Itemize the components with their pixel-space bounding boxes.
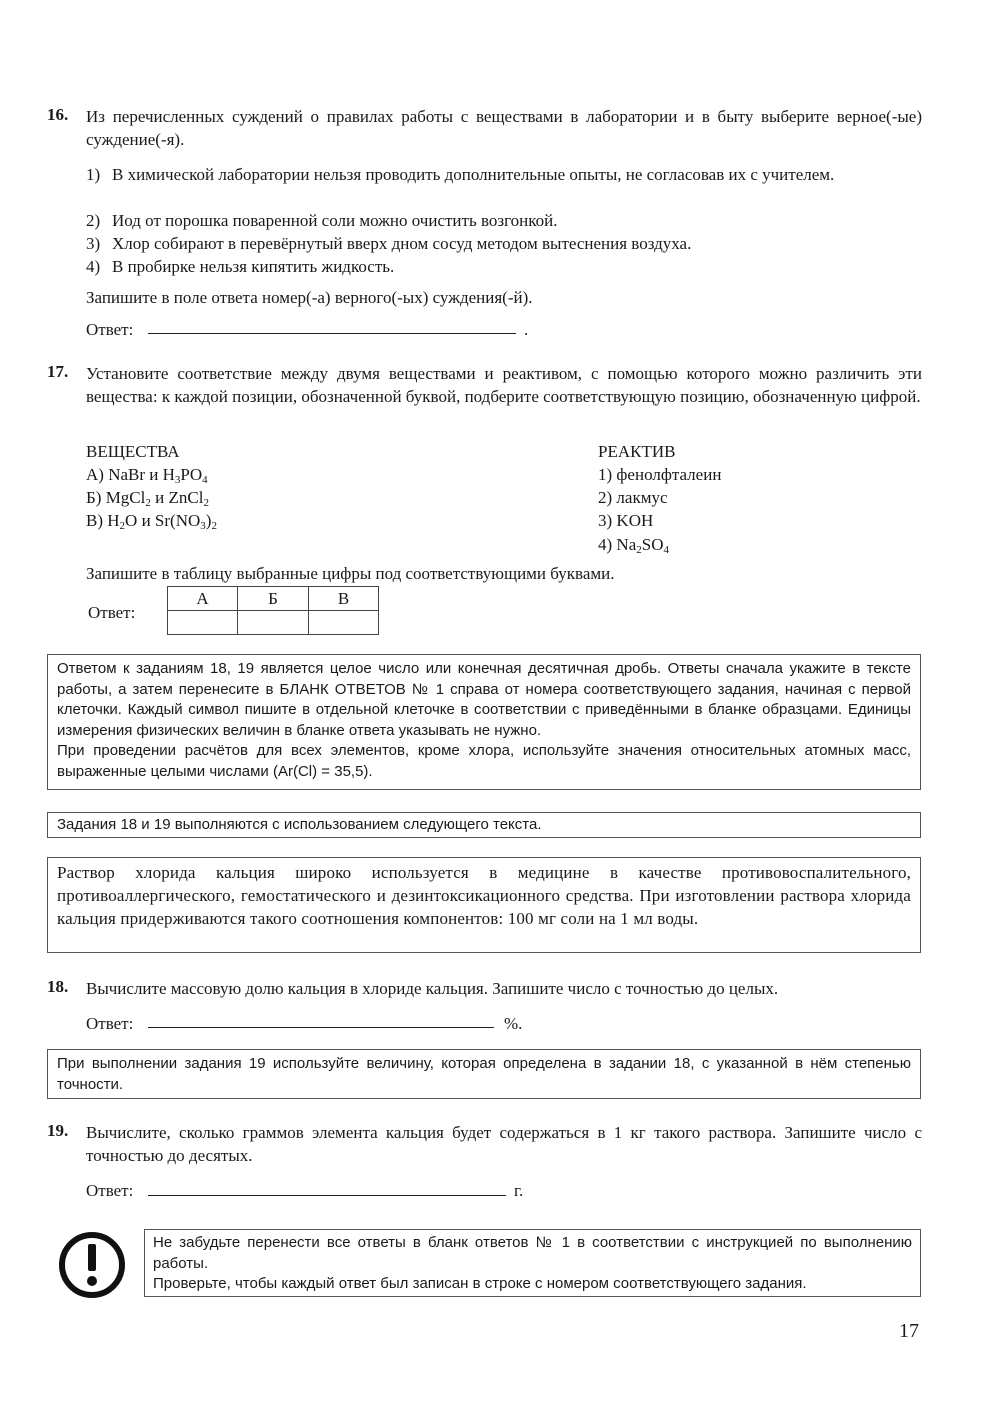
reminder-line: Проверьте, чтобы каждый ответ был записан в строке с номером соответствующего задания. [153, 1275, 807, 1292]
substance-letter: В) [86, 511, 103, 530]
option-number: 2) [86, 211, 101, 230]
source-text: Раствор хлорида кальция широко используется в медицине в качестве противовоспалительного, противоаллергического, гемостатического и дезинтоксикационного средства. При изготовлении раствора хлорида кальция придерживаются такого соотношения компонентов: 100 мг соли на 1 мл воды. [57, 863, 911, 928]
formula: NaBr [108, 465, 146, 484]
info-box [47, 812, 921, 838]
info-paragraph: Задания 18 и 19 выполняются с использованием следующего текста. [57, 816, 542, 833]
option-number: 3) [86, 234, 101, 253]
answer-label: Ответ: [88, 603, 136, 622]
formula: $H_3PO_4$ [162, 465, 208, 486]
formula: $Na_2SO_4$ [616, 535, 669, 556]
answer-label: Ответ: [86, 1181, 134, 1200]
question-number: 17. [47, 362, 69, 381]
reagent-text: KOH [616, 511, 654, 530]
page-number: 17 [899, 1320, 919, 1342]
substances-header: ВЕЩЕСТВА [86, 442, 180, 461]
answer-field[interactable] [148, 333, 516, 334]
answer-cell-b[interactable] [237, 610, 309, 635]
answer-suffix: г. [514, 1181, 524, 1200]
reagents-header: РЕАКТИВ [598, 442, 676, 461]
table-header-cell: Б [237, 586, 309, 611]
reagent-text: лакмус [616, 488, 668, 507]
option-text: В химической лаборатории нельзя проводить дополнительные опыты, не согласовав их с учителем. [112, 165, 835, 184]
answer-suffix: . [524, 320, 529, 339]
reminder-box [144, 1229, 921, 1297]
option-number: 4) [86, 257, 101, 276]
substance-item [86, 509, 217, 532]
question-number: 18. [47, 977, 69, 996]
option-number: 1) [86, 165, 101, 184]
conjunction: и [149, 465, 159, 484]
info-paragraph: При выполнении задания 19 используйте величину, которая определена в задании 18, с указанной в нём степенью точности. [57, 1055, 911, 1093]
info-box [47, 1049, 921, 1099]
formula: MgCl$_2$ [105, 488, 151, 509]
info-paragraph: Ответом к заданиям 18, 19 является целое число или конечная десятичная дробь. Ответы сначала укажите в тексте работы, а затем перенесите в БЛАНК ОТВЕТОВ № 1 справа от номера соответствующего задания, начиная с первой клеточки. Каждый символ пишите в отдельной клеточке в соответствии с приведёнными в бланке образцами. Единицы измерения физических величин в бланке ответа указывать не нужно. [57, 660, 911, 739]
reagent-text: фенолфталеин [616, 465, 722, 484]
answer-label: Ответ: [86, 1014, 134, 1033]
formula: $Sr(NO_3)_2$ [154, 511, 217, 532]
info-paragraph: При проведении расчётов для всех элементов, кроме хлора, используйте значения относительных атомных масс, выраженные целыми числами (Ar(Cl) = 35,5). [57, 742, 911, 780]
question-number: 19. [47, 1121, 69, 1140]
reagent-number: 3) [598, 511, 613, 530]
reagent-item [598, 486, 668, 509]
option-item [86, 163, 922, 186]
substance-letter: Б) [86, 488, 102, 507]
option-item [86, 232, 922, 255]
option-text: Иод от порошка поваренной соли можно очистить возгонкой. [112, 211, 558, 230]
answer-field[interactable] [148, 1027, 494, 1028]
info-box [47, 654, 921, 790]
answer-cell-a[interactable] [167, 610, 238, 635]
instruction-text: Запишите в поле ответа номер(-а) верного(-ых) суждения(-й). [86, 288, 533, 307]
instruction-text: Запишите в таблицу выбранные цифры под соответствующими буквами. [86, 564, 615, 583]
option-text: Хлор собирают в перевёрнутый вверх дном сосуд методом вытеснения воздуха. [112, 234, 692, 253]
table-header-cell: А [167, 586, 238, 611]
reagent-number: 2) [598, 488, 613, 507]
question-text: Вычислите, сколько граммов элемента кальция будет содержаться в 1 кг такого раствора. Запишите число с точностью до десятых. [86, 1123, 922, 1165]
option-item [86, 255, 922, 278]
formula: ZnCl$_2$ [168, 488, 209, 509]
conjunction: и [141, 511, 151, 530]
answer-label: Ответ: [86, 320, 134, 339]
conjunction: и [155, 488, 165, 507]
substance-item [86, 463, 208, 486]
option-item [86, 209, 922, 232]
answer-suffix: %. [504, 1014, 523, 1033]
reagent-number: 4) [598, 535, 613, 554]
substance-item [86, 486, 209, 509]
exclamation-circle-icon [57, 1230, 127, 1300]
table-header-cell: В [308, 586, 379, 611]
reagent-number: 1) [598, 465, 613, 484]
question-text: Установите соответствие между двумя веществами и реактивом, с помощью которого можно различить эти вещества: к каждой позиции, обозначенной буквой, подберите соответствующую позицию, обозначенную цифрой. [86, 364, 922, 406]
question-text: Вычислите массовую долю кальция в хлориде кальция. Запишите число с точностью до целых. [86, 979, 779, 998]
reagent-item [598, 533, 669, 556]
answer-cell-c[interactable] [308, 610, 379, 635]
answer-field[interactable] [148, 1195, 506, 1196]
reagent-item [598, 509, 653, 532]
text-box [47, 857, 921, 953]
substance-letter: А) [86, 465, 104, 484]
reminder-line: Не забудьте перенести все ответы в бланк ответов № 1 в соответствии с инструкцией по выполнению работы. [153, 1234, 912, 1272]
question-number: 16. [47, 105, 69, 124]
question-text: Из перечисленных суждений о правилах работы с веществами в лаборатории и в быту выберите верное(-ые) суждение(-я). [86, 107, 922, 149]
formula: $H_2O$ [107, 511, 138, 532]
option-text: В пробирке нельзя кипятить жидкость. [112, 257, 395, 276]
reagent-item [598, 463, 721, 486]
